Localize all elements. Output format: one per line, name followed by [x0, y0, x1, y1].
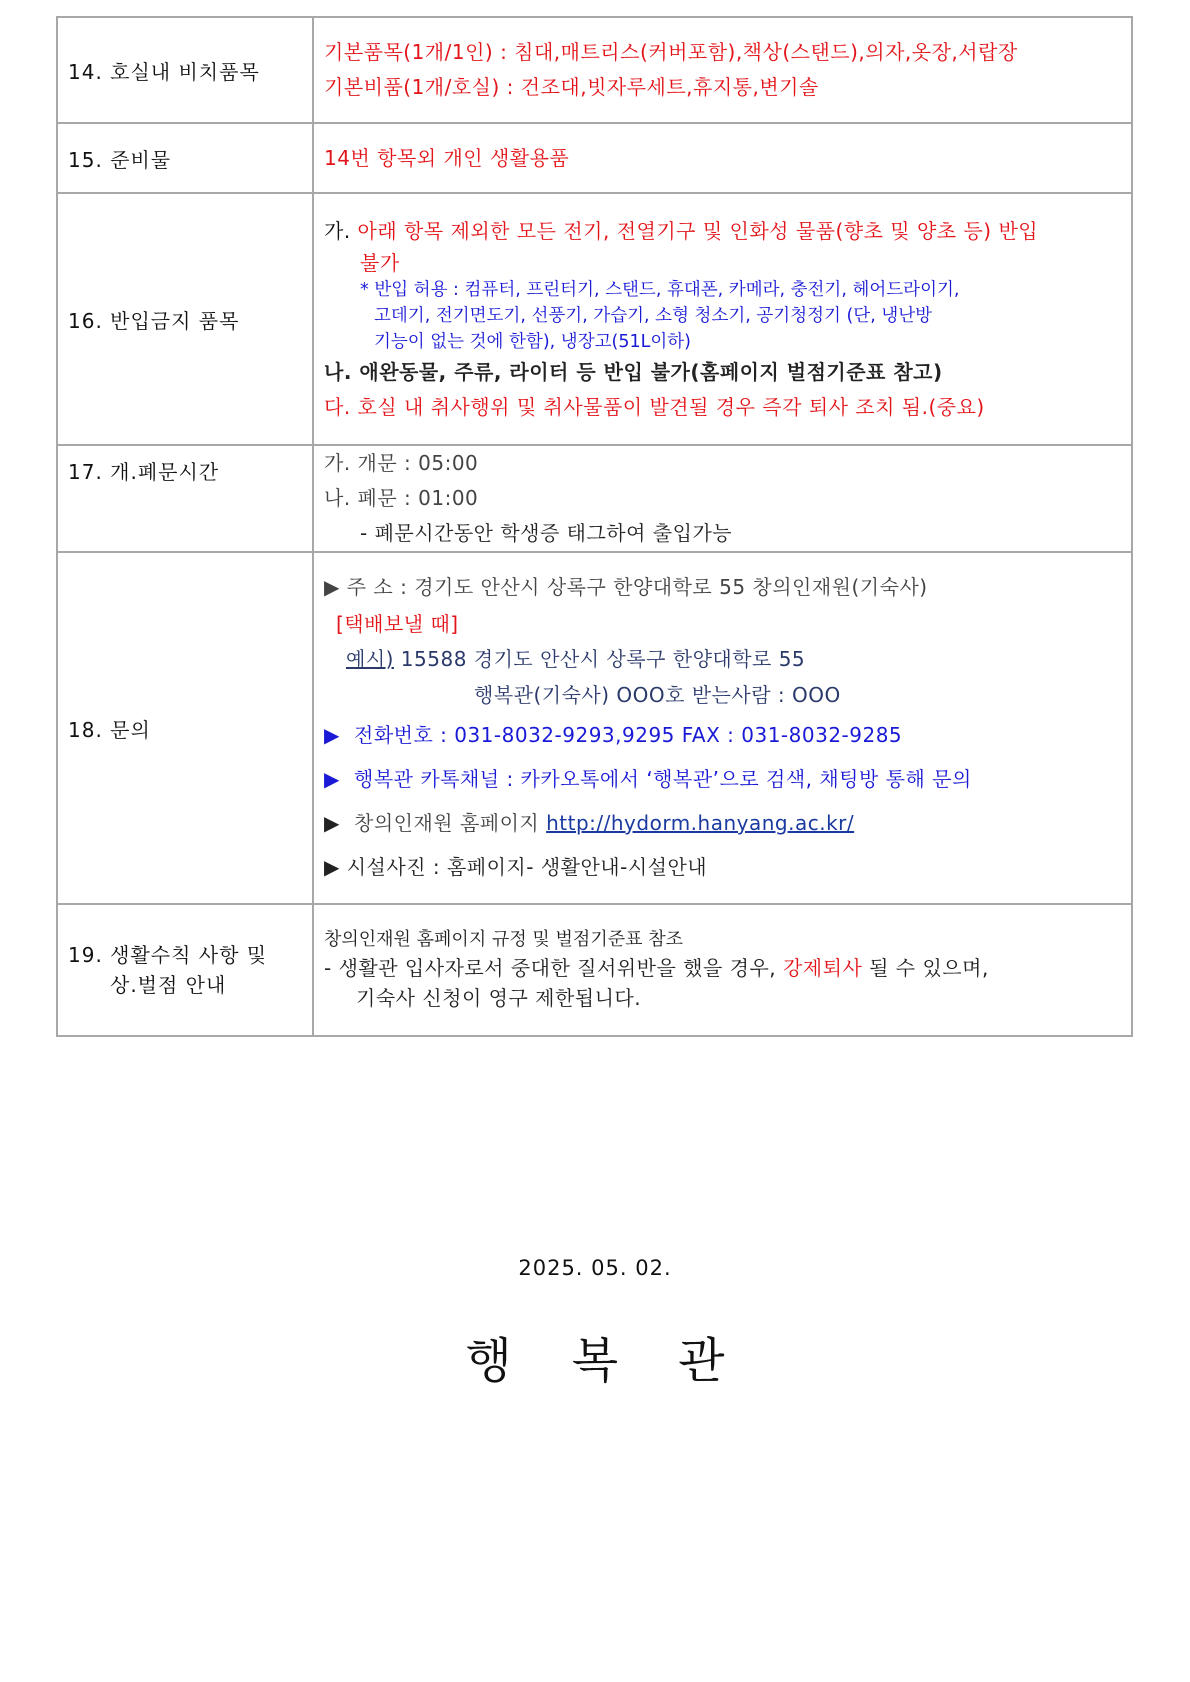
signature-org: 행복관 — [465, 1333, 785, 1389]
kakao-line — [324, 757, 1121, 801]
close-time: 나. 폐문 : 01:00 — [324, 486, 479, 510]
row-content — [313, 552, 1132, 904]
preparation-line: 14번 항목외 개인 생활용품 — [324, 145, 570, 170]
row-preparation — [57, 123, 1132, 193]
triangle-icon: ▶ — [324, 723, 340, 747]
document-date: 2025. 05. 02. — [518, 1256, 672, 1280]
example-address — [324, 642, 1121, 677]
row-rules — [57, 904, 1132, 1036]
prohibited-item-da: 다. 호실 내 취사행위 및 취사물품이 발견될 경우 즉각 퇴사 조치 됨.(중요) — [324, 394, 985, 419]
row-content — [313, 904, 1132, 1036]
row-label — [57, 904, 313, 1036]
row-content — [313, 17, 1132, 123]
row-content — [313, 123, 1132, 193]
rules-line-1: 창의인재원 홈페이지 규정 및 벌점기준표 참조 — [324, 929, 683, 950]
row-label: 14. 호실내 비치품목 — [57, 17, 313, 123]
rules-line-2-c: 될 수 있으며, — [862, 956, 989, 980]
row-label: 16. 반입금지 품목 — [57, 193, 313, 445]
delivery-title: [택배보낼 때] — [336, 612, 459, 636]
row-label: 15. 준비물 — [57, 123, 313, 193]
homepage-line — [324, 801, 1121, 845]
row-inquiry — [57, 552, 1132, 904]
facility-photo-line: ▶ 시설사진 : 홈페이지- 생활안내-시설안내 — [324, 855, 708, 879]
ga-text: 아래 항목 제외한 모든 전기, 전열기구 및 인화성 물품(향초 및 양초 등) 반입 — [357, 218, 1039, 243]
phone-text: 전화번호 : 031-8032-9293,9295 FAX : 031-8032-9285 — [354, 723, 903, 747]
open-time: 가. 개문 : 05:00 — [324, 451, 479, 475]
forced-leave: 강제퇴사 — [782, 956, 863, 980]
row-content — [313, 193, 1132, 445]
rules-label-2: 상.벌점 안내 — [110, 973, 227, 997]
basic-items-line: 기본품목(1개/1인) : 침대,매트리스(커버포함),책상(스탠드),의자,옷장,서랍장 — [324, 40, 1018, 64]
address-line: ▶ 주 소 : 경기도 안산시 상록구 한양대학로 55 창의인재원(기숙사) — [324, 575, 928, 599]
example-address-2: 행복관(기숙사) OOO호 받는사람 : OOO — [474, 683, 841, 707]
ga-text-cont: 불가 — [360, 250, 400, 275]
kakao-text: 행복관 카톡채널 : 카카오톡에서 ‘행복관’으로 검색, 채팅방 통해 문의 — [354, 767, 972, 791]
rules-line-2-a: - 생활관 입사자로서 중대한 질서위반을 했을 경우, — [324, 956, 783, 980]
row-door-hours — [57, 445, 1132, 552]
triangle-icon: ▶ — [324, 811, 340, 835]
rules-line-2 — [324, 953, 1121, 983]
prohibited-item-ga — [324, 214, 1121, 249]
example-label: 예시) — [346, 647, 394, 671]
row-label: 18. 문의 — [57, 552, 313, 904]
row-prohibited-items — [57, 193, 1132, 445]
homepage-link[interactable]: http://hydorm.hanyang.ac.kr/ — [546, 811, 855, 835]
phone-line — [324, 713, 1121, 757]
info-table — [56, 16, 1133, 1037]
row-content — [313, 445, 1132, 552]
row-label: 17. 개.폐문시간 — [57, 445, 313, 552]
rules-line-3: 기숙사 신청이 영구 제한됩니다. — [356, 986, 642, 1010]
allowed-line-1: * 반입 허용 : 컴퓨터, 프린터기, 스탠드, 휴대폰, 카메라, 충전기, 헤어드라이기, — [360, 279, 960, 300]
row-room-items — [57, 17, 1132, 123]
triangle-icon: ▶ — [324, 767, 340, 791]
allowed-line-3: 기능이 없는 것에 한함), 냉장고(51L이하) — [374, 331, 691, 352]
prohibited-item-na: 나. 애완동물, 주류, 라이터 등 반입 불가(홈페이지 벌점기준표 참고) — [324, 359, 943, 384]
rules-label-1: 19. 생활수칙 사항 및 — [68, 943, 268, 967]
basic-supplies-line: 기본비품(1개/호실) : 건조대,빗자루세트,휴지통,변기솔 — [324, 75, 819, 99]
allowed-line-2: 고데기, 전기면도기, 선풍기, 가습기, 소형 청소기, 공기청정기 (단, 냉난방 — [374, 305, 933, 326]
example-address-text: 15588 경기도 안산시 상록구 한양대학로 55 — [393, 647, 806, 671]
closing-note: - 폐문시간동안 학생증 태그하여 출입가능 — [360, 521, 733, 545]
homepage-label: 창의인재원 홈페이지 — [354, 811, 547, 835]
ga-prefix: 가. — [324, 218, 358, 243]
